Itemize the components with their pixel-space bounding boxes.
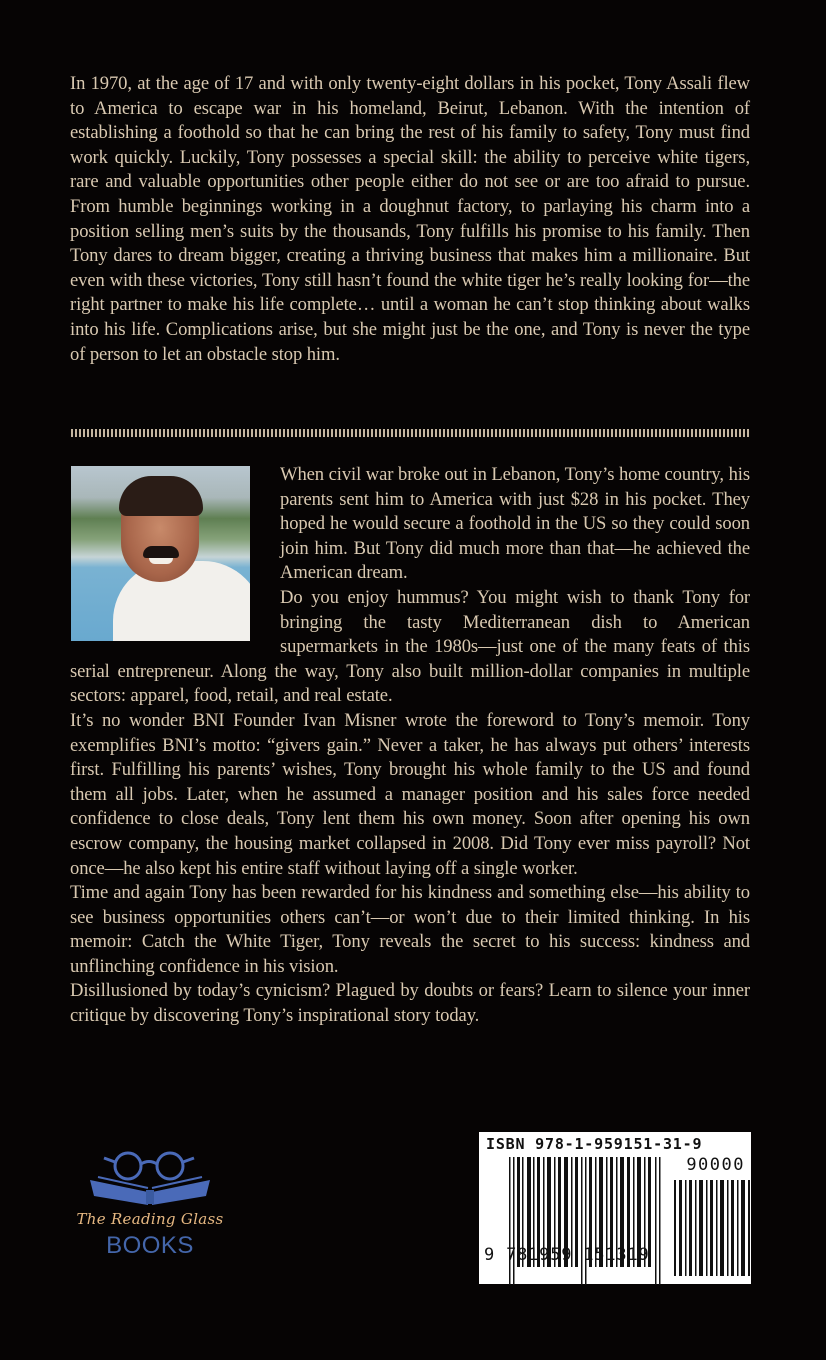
- publisher-logo: [70, 1150, 230, 1268]
- price-addon-bars: [674, 1180, 754, 1276]
- author-bio: [70, 463, 750, 1029]
- back-cover-blurb: In 1970, at the age of 17 and with only twenty-eight dollars in his pocket, Tony Assali flew to America to escape war in his homeland, Beirut, Lebanon. With the intention of establishing a foothold so that he can bring the rest of his family to safety, Tony must find work quickly. Luckily, Tony possesses a special skill: the ability to perceive white tigers, rare and valuable opportunities other people either do not see or are too afraid to pursue. From humble beginnings working in a doughnut factory, to parlaying his charm into a position selling men’s suits by the thousands, Tony fulfills his promise to his family. Then Tony dares to dream bigger, creating a thriving business that makes him a millionaire. But even with these victories, Tony still hasn’t found the white tiger he’s really looking for—the right partner to make his life complete… until a woman he can’t stop thinking about walks into his life. Complications arise, but she might just be the one, and Tony is never the type of person to let an obstacle stop him.: [70, 73, 750, 365]
- publisher-wordmark: BOOKS: [106, 1232, 194, 1259]
- isbn-barcode: [479, 1132, 751, 1284]
- photo-mustache: [143, 546, 179, 558]
- photo-smile: [149, 558, 173, 564]
- bio-paragraph: It’s no wonder BNI Founder Ivan Misner wrote the foreword to Tony’s memoir. Tony exemplifies BNI’s motto: “givers gain.” Never a taker, he has always put others’ interests first. Fulfilling his parents’ wishes, Tony brought his whole family to the US and found them all jobs. Later, when he assumed a manager position and his sales force needed confidence to close deals, Tony lent them his own money. Soon after opening his own escrow company, the housing market collapsed in 2008. Did Tony ever miss payroll? Not once—he also kept his entire staff without laying off a single worker.: [70, 709, 750, 879]
- price-code: 90000: [686, 1155, 745, 1175]
- author-photo: [71, 466, 250, 641]
- bio-paragraph: When civil war broke out in Lebanon, Tony’s home country, his parents sent him to America with just $28 in his pocket. They hoped he would secure a foothold in the US so they could soon join him. But Tony did much more than that—he achieved the American dream.: [280, 464, 750, 584]
- bio-paragraph: Disillusioned by today’s cynicism? Plagued by doubts or fears? Learn to silence your inner critique by discovering Tony’s inspirational story today.: [70, 980, 750, 1027]
- bio-paragraph: Do you enjoy hummus? You might wish to thank Tony for bringing the tasty Mediterranean dish to American supermarkets in the 1980s—just one of the many feats of this serial entrepreneur. Along the way, Tony also built million-dollar companies in multiple sectors: apparel, food, retail, and real estate.: [70, 586, 750, 707]
- bio-paragraph: Time and again Tony has been rewarded for his kindness and something else—his ability to see business opportunities others can’t—or won’t due to their limited thinking. In his memoir: Catch the White Tiger, Tony reveals the secret to his success: kindness and unflinching confidence in his vision.: [70, 882, 750, 977]
- isbn-label: ISBN 978-1-959151-31-9: [486, 1135, 703, 1153]
- glasses-on-book-icon: [70, 1150, 230, 1210]
- ean-barcode-bars: [509, 1157, 661, 1285]
- section-divider: [71, 429, 750, 437]
- publisher-script-name: The Reading Glass: [76, 1210, 224, 1228]
- photo-hair: [119, 476, 203, 516]
- ean-digits: 9 781959 151319: [484, 1245, 650, 1265]
